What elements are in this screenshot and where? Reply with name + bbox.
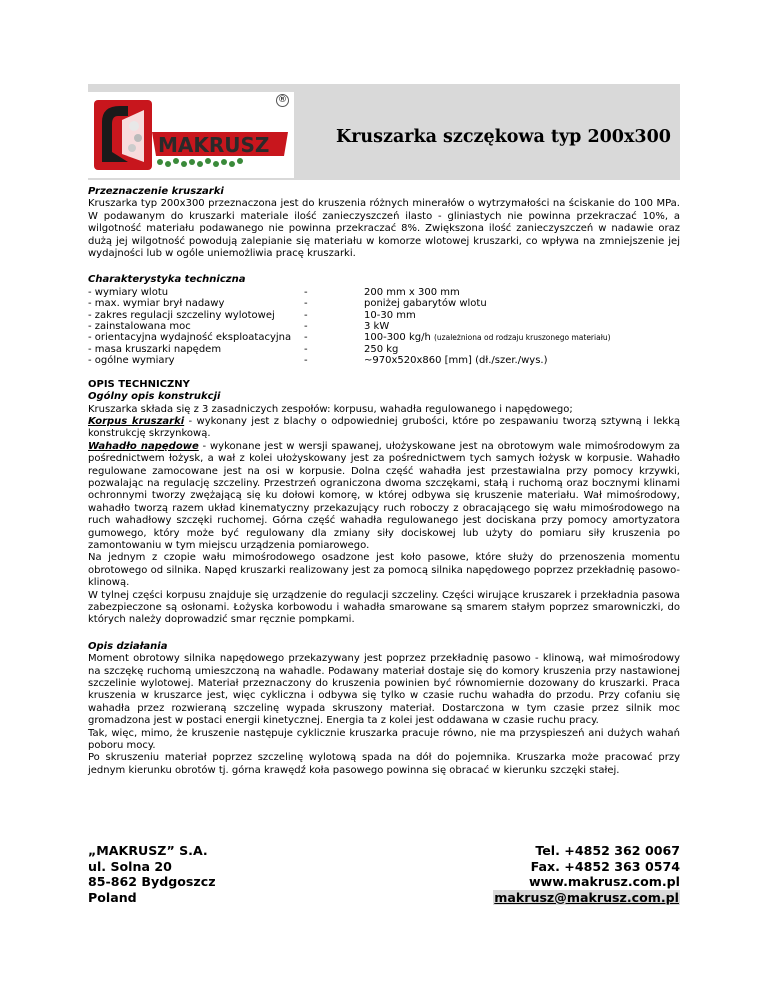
spec-value: 10-30 mm [364,309,416,321]
regulation-paragraph: W tylnej części korpusu znajduje się urządzenie do regulacji szczeliny. Części wirujące kruszarek i przekładnia pasowa zabezpieczone są osłonami. Łożyska korbowodu i wahadła smarowane są smarem stałym poprzez smarowniczki, do których należy doprowadzić smar ręcznie pompkami. [88,589,680,626]
spec-value: ~970x520x860 [mm] (dł./szer./wys.) [364,355,548,367]
construction-intro: Kruszarka składa się z 3 zasadniczych zespołów: korpusu, wahadła regulowanego i napędowego; [88,403,573,415]
wahadlo-text: - wykonane jest w wersji spawanej, ułożyskowane jest na obrotowym wale mimośrodowym za pośrednictwem łożysk, a wał z kolei ułożyskowany jest za pośrednictwem tych samych łożysk w korpusie. Wahadło regulowane zamocowane jest na osi w korpusie. Dolna część wahadła jest przestawialna przy pomocy krzywki, pozwalając na regulację szczeliny. Przestrzeń ograniczona dwoma szczękami, stałą i ruchomą oraz bocznymi klinami ochronnymi tworzy zwężającą się ku dołowi komorę, w której odbywa się kruszenie materiału. Wał mimośrodowy, wahadło tworzą razem układ kinematyczny przekazujący ruch roboczy z obracającego się wału mimośrodowego na ruch wahadłowy szczęki ruchomej. Górna część wahadła regulowanego jest dociskana przy pomocy amortyzatora gumowego, który może być regulowany dla zmiany siły dociskowej lub użyty do pomiaru siły kruszenia po zamontowaniu w tym miejscu urządzenia pomiarowego. [88,440,680,551]
spec-value [364,332,680,343]
operation-paragraph-1: Moment obrotowy silnika napędowego przekazywany jest poprzez przekładnię pasowo - klinową, wał mimośrodowy na szczękę ruchomą umieszczoną na wahadle. Podawany materiał dostaje się do komory kruszenia przy nastawionej szczelinie wylotowej. Materiał przeznaczony do kruszenia powinien być równomiernie dozowany do kruszarki. Praca kruszenia w kruszarce jest, więc cykliczna i odbywa się tylko w czasie ruchu wahadła do przodu. Przy cofaniu się wahadła przez rozwieraną szczelinę wypada skruszony materiał. Dostarczona w tym czasie przez silnik moc gromadzona jest w postaci energii kinetycznej. Energia ta z kolei jest oddawana w czasie ruchu pracy. [88,653,680,727]
operation-paragraph-3: Po skruszeniu materiał poprzez szczelinę wylotową spada na dół do pojemnika. Kruszarka może pracować przy jednym kierunku obrotów tj. górna krawędź koła pasowego powinna się obracać w kierunku szczęki stałej. [88,752,680,776]
spec-value: poniżej gabarytów wlotu [364,298,487,310]
fax: Fax. +4852 363 0574 [530,858,680,874]
spec-value: 3 kW [364,321,390,333]
spec-value: 250 kg [364,343,399,355]
logo-graphic [88,92,294,178]
technical-heading: OPIS TECHNICZNY [88,378,190,390]
spec-dash: - [304,332,308,344]
header-band [88,84,680,180]
company-name: „MAKRUSZ” S.A. [88,843,208,858]
spec-dash: - [304,298,308,310]
spec-dash: - [304,355,308,367]
city-address: 85-862 Bydgoszcz [88,874,216,889]
footer-address [88,843,216,905]
spec-label: - orientacyjna wydajność eksploatacyjna [88,332,292,344]
company-logo [88,92,294,178]
page-title: Kruszarka szczękowa typ 200x300 [336,127,671,147]
phone: Tel. +4852 362 0067 [535,843,680,858]
spec-value-note: (uzależniona od rodzaju kruszonego materiału) [434,333,611,343]
country: Poland [88,889,137,905]
spec-label: - max. wymiar brył nadawy [88,298,225,310]
construction-subheading: Ogólny opis konstrukcji [88,391,221,403]
registered-mark: ® [278,95,287,105]
korpus-label: Korpus kruszarki [88,415,185,427]
website-link[interactable]: www.makrusz.com.pl [528,874,680,889]
footer-contact [493,843,680,905]
korpus-text: - wykonany jest z blachy o odpowiedniej grubości, które po zespawaniu tworzą sztywną i lekką konstrukcję skrzynkową. [88,415,680,440]
korpus-paragraph [88,416,680,441]
drive-paragraph: Na jednym z czopie wału mimośrodowego osadzone jest koło pasowe, które służy do przenoszenia momentu obrotowego od silnika. Napęd kruszarki realizowany jest za pomocą silnika napędowego poprzez przekładnię pasowo- klinową. [88,552,680,589]
spec-label: - ogólne wymiary [88,355,175,367]
street-address: ul. Solna 20 [88,858,172,874]
spec-dash: - [304,343,308,355]
email-link[interactable]: makrusz@makrusz.com.pl [494,889,679,905]
spec-label: - zakres regulacji szczeliny wylotowej [88,309,275,321]
document-page [88,84,680,777]
spec-label: - wymiary wlotu [88,286,169,298]
operation-paragraph-2: Tak, więc, mimo, że kruszenie następuje cyklicznie kruszarka pracuje równo, nie ma przyspieszeń ani dużych wahań poboru mocy. [88,727,680,752]
logo-text: MAKRUSZ [158,133,270,157]
specs-heading: Charakterystyka techniczna [88,274,246,286]
specs-table [88,287,680,367]
spec-value: 200 mm x 300 mm [364,286,460,298]
wahadlo-paragraph [88,441,680,553]
spec-dash: - [304,309,308,321]
spec-label: - masa kruszarki napędem [88,343,222,355]
spec-dash: - [304,286,308,298]
purpose-text: Kruszarka typ 200x300 przeznaczona jest do kruszenia różnych minerałów o wytrzymałości na ściskanie do 100 MPa. W podawanym do kruszarki materiale ilość zanieczyszczeń ilasto - gliniastych nie powinna przekraczać 10%, a wilgotność materiału podawanego nie powinna przekraczać 8%. Zwiększona ilość zanieczyszczeń w nadawie oraz dużą jej wilgotność powodują zalepianie się materiału w komorze wlotowej kruszarki, co wpływa na zmniejszenie jej wydajności lub w ogóle uniemożliwia pracę kruszarki. [88,198,680,260]
spec-label: - zainstalowana moc [88,321,191,333]
spec-value-main: 100-300 kg/h [364,332,431,344]
wahadlo-label: Wahadło napędowe [88,440,199,452]
spec-dash: - [304,321,308,333]
operation-heading: Opis działania [88,640,168,652]
purpose-heading: Przeznaczenie kruszarki [88,186,224,197]
